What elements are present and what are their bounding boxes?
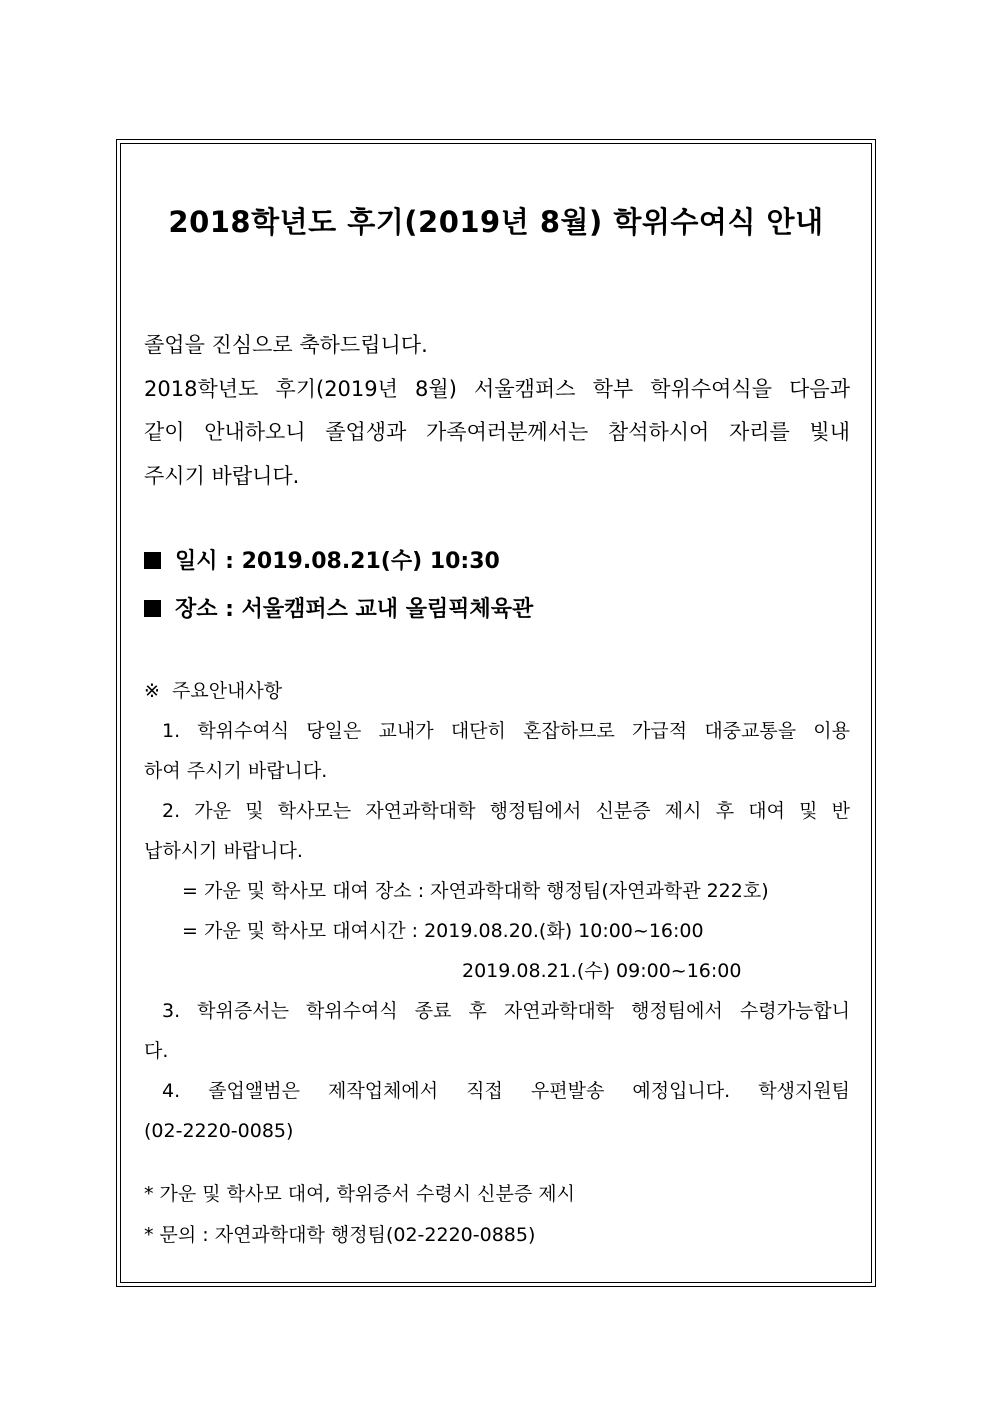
note-item-1-line-2: 하여 주시기 바랍니다. — [144, 760, 328, 782]
note-item-2-place: = 가운 및 학사모 대여 장소 : 자연과학대학 행정팀(자연과학관 222호) — [182, 880, 769, 902]
intro-paragraph — [144, 324, 850, 498]
schedule-place-text: 장소 : 서울캠퍼스 교내 올림픽체육관 — [175, 597, 534, 622]
note-item-2-time-1: = 가운 및 학사모 대여시간 : 2019.08.20.(화) 10:00~16:00 — [182, 920, 704, 942]
square-bullet-icon — [144, 600, 161, 617]
intro-line-3: 같이 안내하오니 졸업생과 가족여러분께서는 참석하시어 자리를 빛내 — [144, 420, 850, 444]
note-item-2-line-2: 납하시기 바랍니다. — [144, 840, 303, 862]
schedule-place — [144, 592, 533, 623]
note-item-4-line-2: (02-2220-0085) — [144, 1120, 294, 1142]
note-item-4-line-1: 4. 졸업앨범은 제작업체에서 직접 우편발송 예정입니다. 학생지원팀 — [162, 1080, 850, 1102]
intro-line-4: 주시기 바랍니다. — [144, 463, 300, 488]
footer-note-contact: * 문의 : 자연과학대학 행정팀(02-2220-0885) — [144, 1224, 536, 1246]
footer-note-id: * 가운 및 학사모 대여, 학위증서 수령시 신분증 제시 — [144, 1183, 575, 1205]
note-item-3-line-1: 3. 학위증서는 학위수여식 종료 후 자연과학대학 행정팀에서 수령가능합니 — [162, 1000, 850, 1022]
square-bullet-icon — [144, 552, 161, 569]
note-item-1-line-1: 1. 학위수여식 당일은 교내가 대단히 혼잡하므로 가급적 대중교통을 이용 — [162, 720, 850, 742]
note-item-2-line-1: 2. 가운 및 학사모는 자연과학대학 행정팀에서 신분증 제시 후 대여 및 반 — [162, 800, 850, 822]
notes-section — [144, 671, 850, 1151]
intro-line-2: 2018학년도 후기(2019년 8월) 서울캠퍼스 학부 학위수여식을 다음과 — [144, 376, 850, 401]
schedule-date-text: 일시 : 2019.08.21(수) 10:30 — [175, 549, 500, 574]
note-item-2-time-2: 2019.08.21.(수) 09:00~16:00 — [462, 960, 742, 982]
page-title: 2018학년도 후기(2019년 8월) 학위수여식 안내 — [168, 205, 824, 239]
notes-heading: ※ 주요안내사항 — [144, 680, 283, 702]
note-item-3-line-2: 다. — [144, 1040, 169, 1062]
footer-notes — [144, 1174, 850, 1256]
schedule-date — [144, 544, 500, 575]
intro-line-1: 졸업을 진심으로 축하드립니다. — [144, 333, 428, 357]
